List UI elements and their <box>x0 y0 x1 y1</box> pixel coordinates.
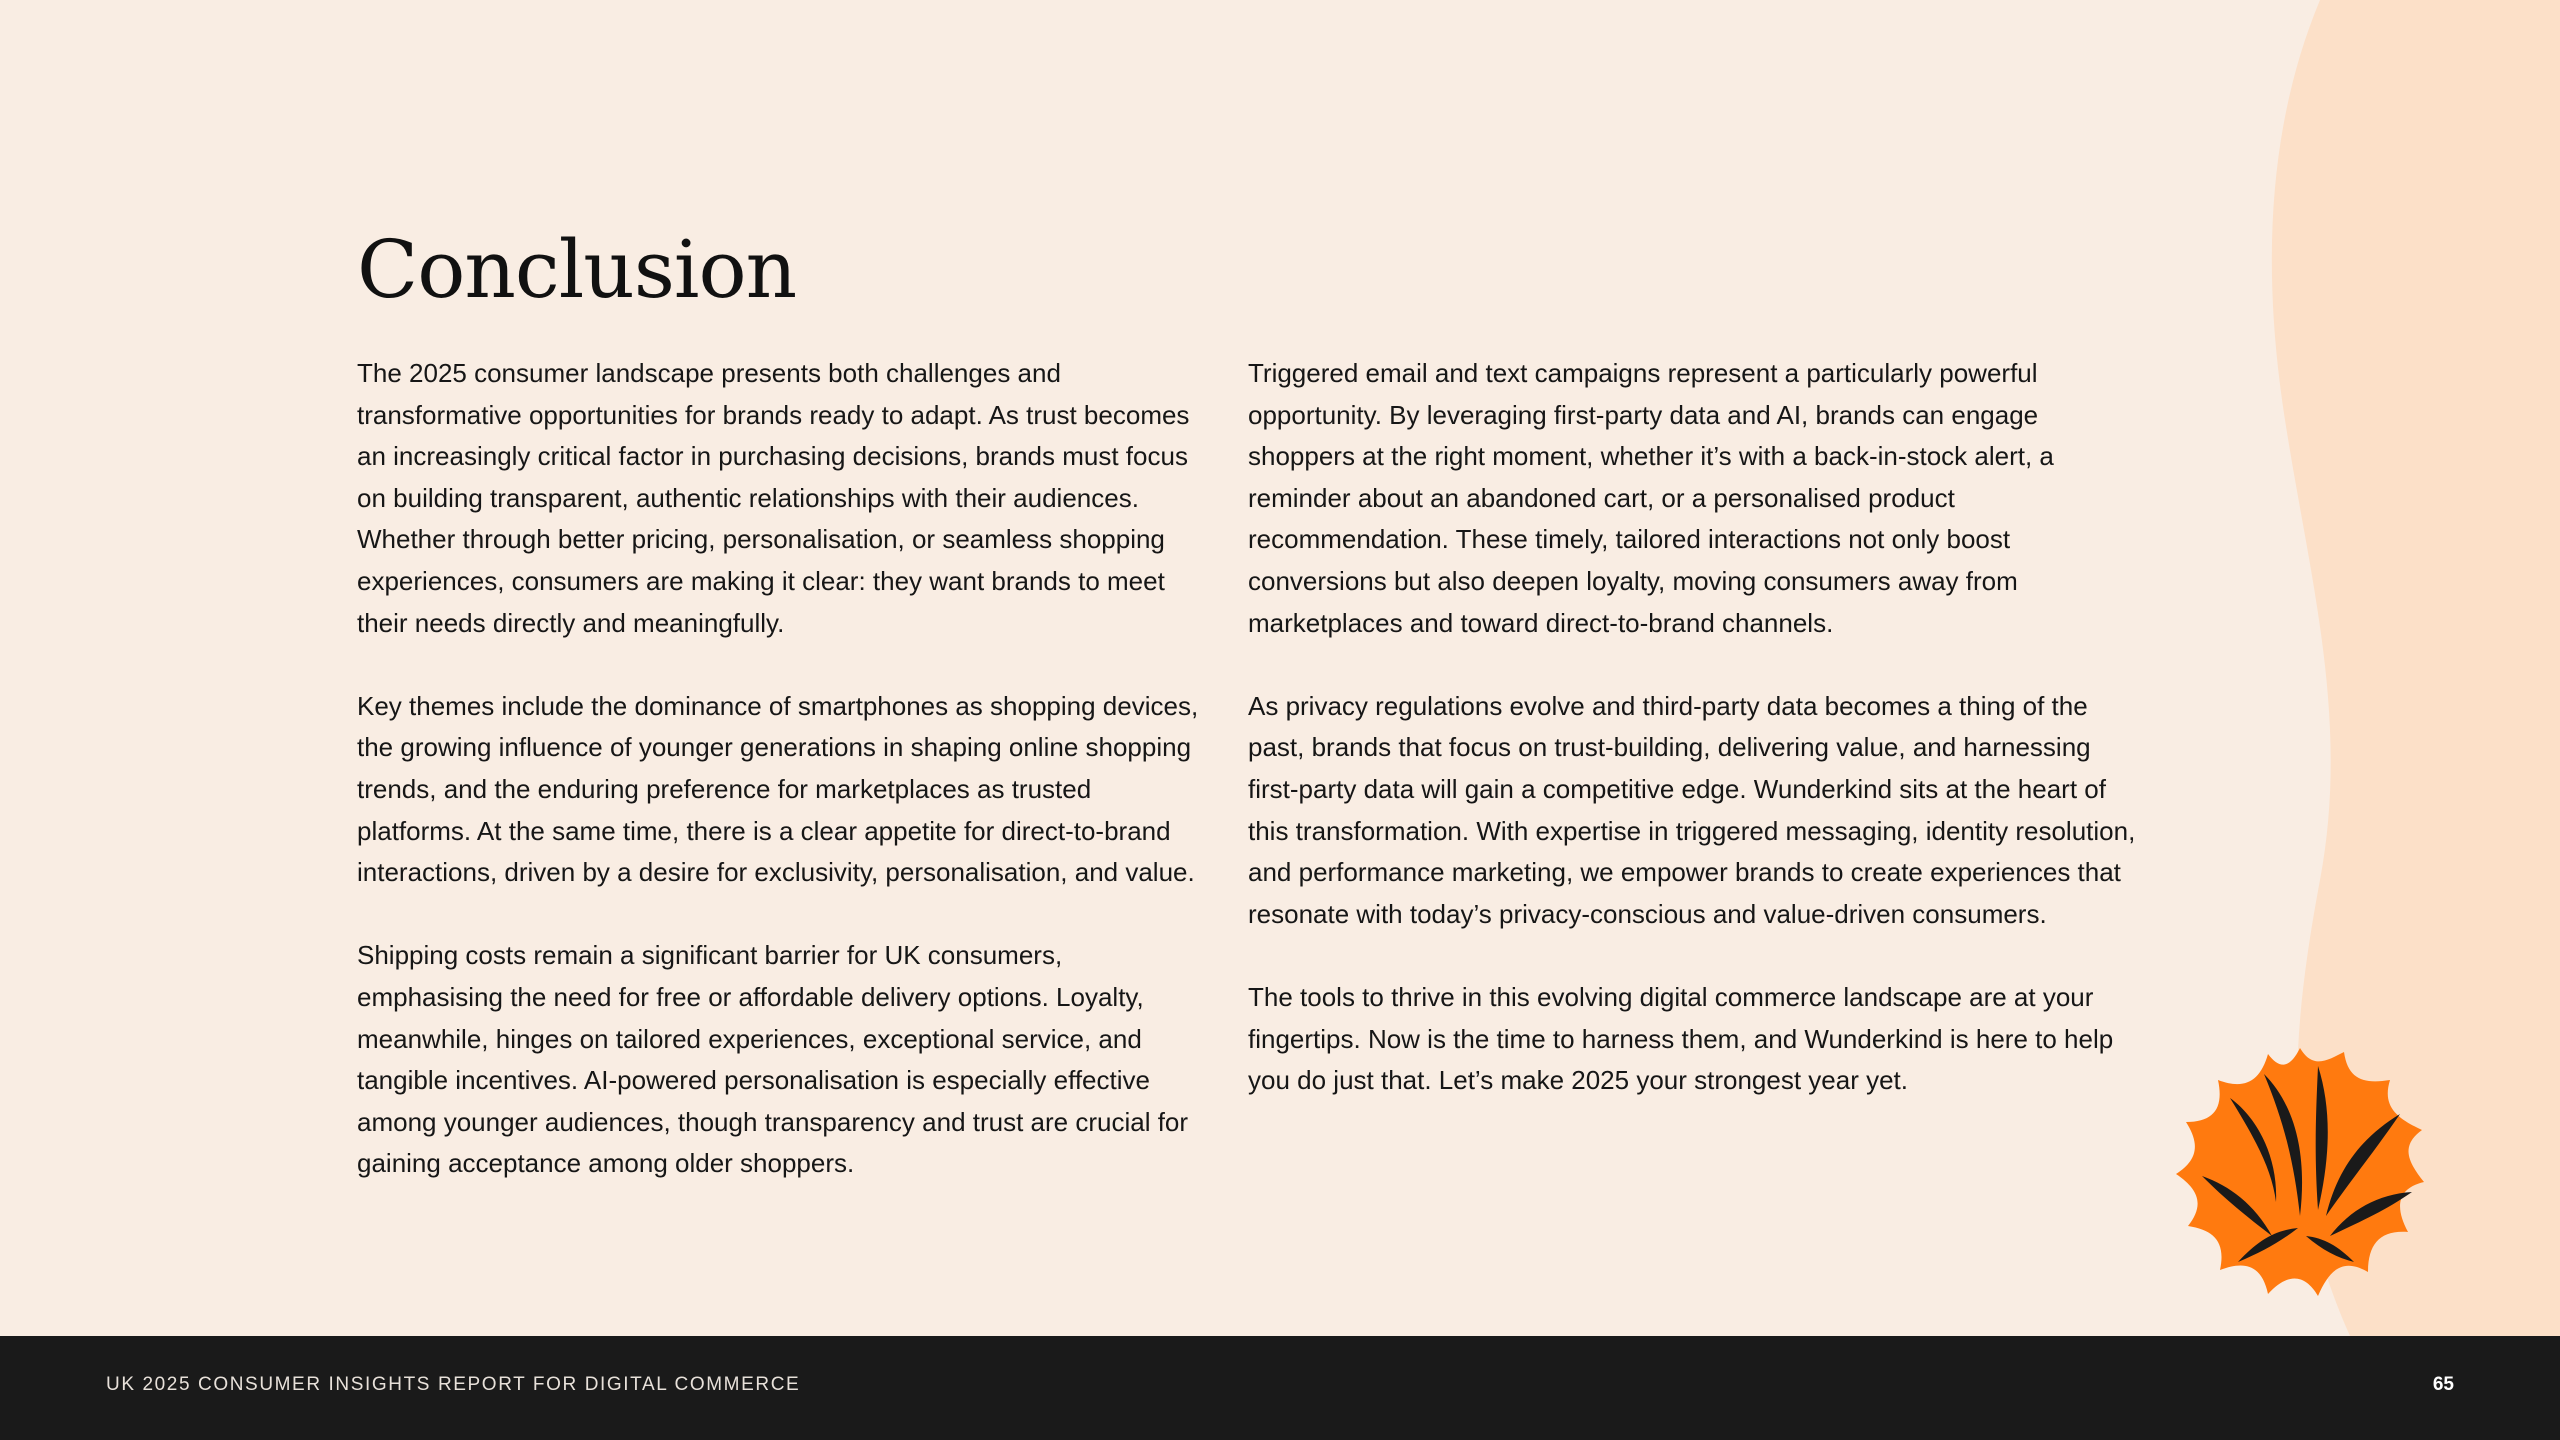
footer-bar <box>0 1336 2560 1440</box>
paragraph: The tools to thrive in this evolving digital commerce landscape are at your fingertips. Now is the time to harness them, and Wunderkind is here to help you do just that. Let’s make 2025 your strongest year yet. <box>1248 981 2114 1096</box>
paragraph: As privacy regulations evolve and third-party data becomes a thing of the past, brands that focus on trust-building, delivering value, and harnessing first-party data will gain a competitive edge. Wunderkind sits at the heart of this transformation. With expertise in triggered messaging, identity resolution, and performance marketing, we empower brands to create experiences that resonate with today’s privacy-conscious and value-driven consumers. <box>1248 690 2136 929</box>
right-column <box>1248 353 2148 1143</box>
left-column <box>357 353 1207 1226</box>
paragraph: Triggered email and text campaigns represent a particularly powerful opportunity. By leveraging first-party data and AI, brands can engage shoppers at the right moment, whether it’s with a back-in-stock alert, a reminder about an abandoned cart, or a personalised product recommendation. These timely, tailored interactions not only boost conversions but also deepen loyalty, moving consumers away from marketplaces and toward direct-to-brand channels. <box>1248 358 2054 638</box>
paragraph: The 2025 consumer landscape presents both challenges and transformative opportunities for brands ready to adapt. As trust becomes an increasingly critical factor in purchasing decisions, brands must focus on building transparent, authentic relationships with their audiences. Whether through better pricing, personalisation, or seamless shopping experiences, consumers are making it clear: they want brands to meet their needs directly and meaningfully. <box>357 358 1190 638</box>
starburst-icon <box>2168 1040 2432 1304</box>
paragraph: Key themes include the dominance of smartphones as shopping devices, the growing influence of younger generations in shaping online shopping trends, and the enduring preference for marketplaces as trusted platforms. At the same time, there is a clear appetite for direct-to-brand interactions, driven by a desire for exclusivity, personalisation, and value. <box>357 690 1199 888</box>
paragraph: Shipping costs remain a significant barrier for UK consumers, emphasising the need for free or affordable delivery options. Loyalty, meanwhile, hinges on tailored experiences, exceptional service, and tangible incentives. AI-powered personalisation is especially effective among younger audiences, though transparency and trust are crucial for gaining acceptance among older shoppers. <box>357 940 1189 1179</box>
page-number: 65 <box>2432 1374 2454 1395</box>
report-title: UK 2025 CONSUMER INSIGHTS REPORT FOR DIGITAL COMMERCE <box>106 1374 801 1395</box>
page-title: Conclusion <box>357 223 797 316</box>
